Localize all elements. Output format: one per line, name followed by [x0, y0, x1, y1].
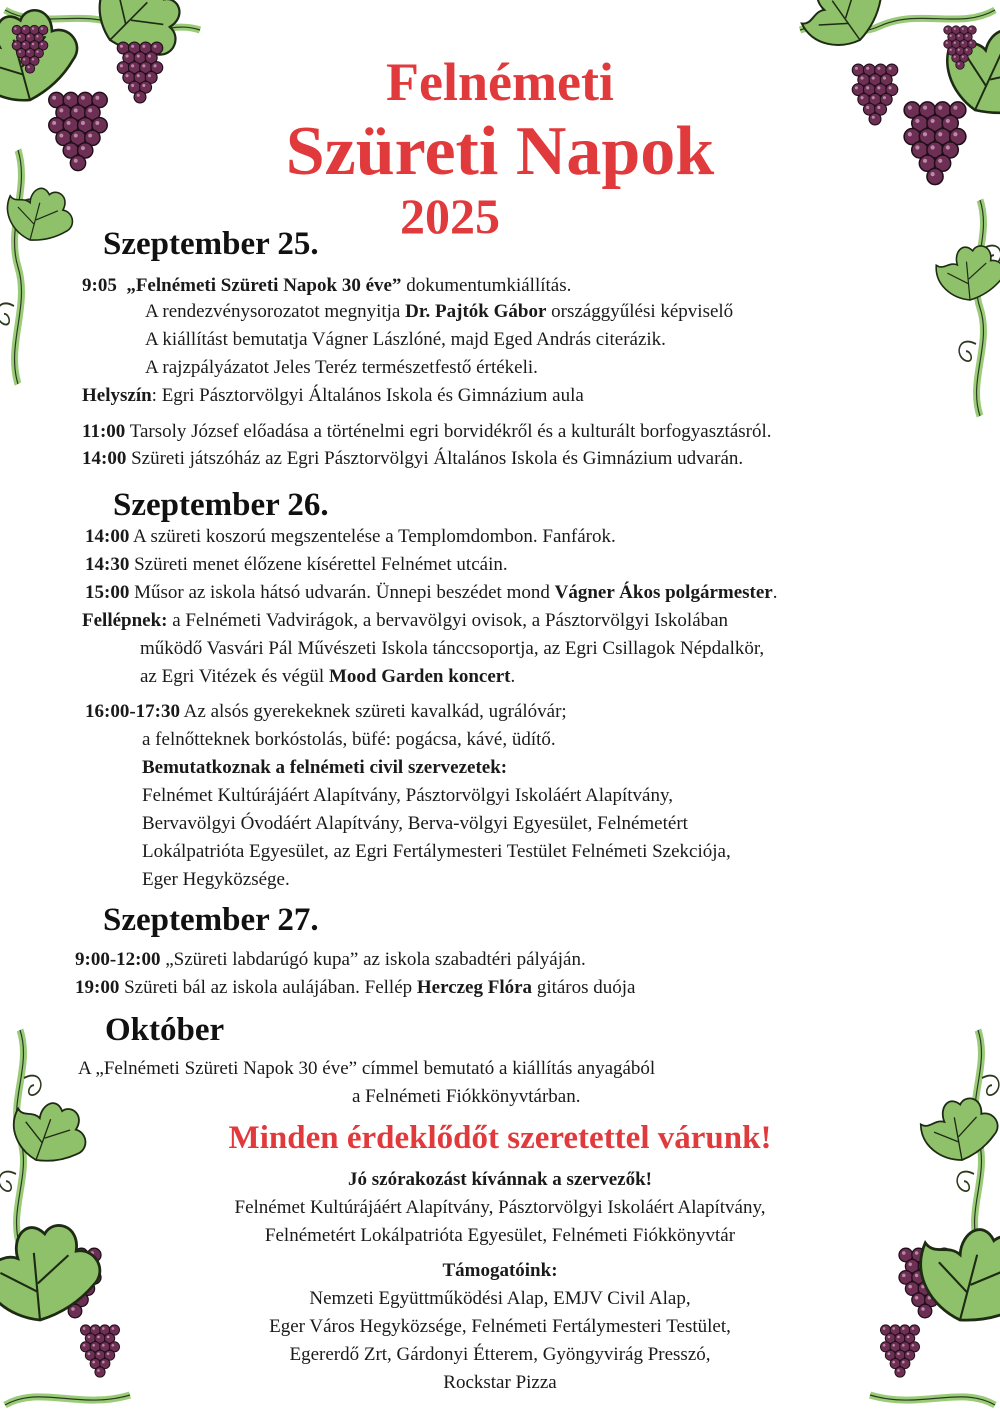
event-line: A kiállítást bemutatja Vágner Lászlóné, majd Eged András citerázik. — [145, 329, 666, 350]
sponsors-line: Nemzeti Együttműködési Alap, EMJV Civil Alap, — [309, 1288, 691, 1309]
performers-text: . — [510, 666, 516, 687]
month-heading-october: Október — [105, 1012, 225, 1048]
event-time: 9:05 — [82, 275, 117, 296]
event-line — [75, 976, 636, 1000]
event-line — [85, 553, 508, 577]
event-line: a felnőtteknek borkóstolás, büfé: pogácsa, kávé, üdítő. — [142, 729, 556, 750]
event-text: „Szüreti labdarúgó kupa” az iskola szabadtéri pályáján. — [160, 949, 586, 970]
organizers-heading: Jó szórakozást kívánnak a szervezők! — [348, 1169, 652, 1190]
event-line — [85, 700, 567, 724]
sponsors-line: Eger Város Hegyközsége, Felnémeti Fertálymesteri Testület, — [269, 1316, 731, 1337]
event-time: 14:30 — [85, 554, 130, 575]
day-heading-sep-26: Szeptember 26. — [113, 487, 329, 523]
speaker-name: Vágner Ákos polgármester — [554, 582, 773, 603]
civil-line: Lokálpatrióta Egyesület, az Egri Fertálymesteri Testület Felnémeti Szekciója, — [142, 841, 731, 862]
event-time: 16:00-17:30 — [85, 701, 180, 722]
title-year: 2025 — [400, 188, 500, 244]
performer-name: Herczeg Flóra — [416, 977, 533, 998]
civil-line: Bervavölgyi Óvodáért Alapítvány, Berva-völgyi Egyesület, Felnémetért — [142, 813, 688, 834]
event-text: Az alsós gyerekeknek szüreti kavalkád, ugrálóvár; — [179, 701, 567, 722]
event-time: 14:00 — [85, 526, 130, 547]
title-line-1: Felnémeti — [386, 52, 614, 112]
event-text: gitáros duója — [532, 977, 636, 998]
event-text: Szüreti bál az iskola aulájában. Fellép — [119, 977, 417, 998]
civil-heading-text: Bemutatkoznak a felnémeti civil szervezetek: — [142, 757, 508, 778]
event-text: Szüreti menet élőzene kísérettel Felnémet utcáin. — [129, 554, 508, 575]
sponsors-line: Egererdő Zrt, Gárdonyi Étterem, Gyöngyvirág Presszó, — [289, 1344, 711, 1365]
performers-text: a Felnémeti Vadvirágok, a bervavölgyi ovisok, a Pásztorvölgyi Iskolában — [167, 610, 729, 631]
event-text: Tarsoly József előadása a történelmi egri borvidékről és a kulturált borfogyasztásról. — [125, 421, 772, 442]
event-time: 14:00 — [82, 448, 127, 469]
performers-label: Fellépnek: — [82, 610, 168, 631]
performers-line — [82, 609, 728, 633]
day-heading-sep-27: Szeptember 27. — [103, 902, 319, 938]
venue-line — [82, 384, 584, 408]
event-text: A szüreti koszorú megszentelése a Templomdombon. Fanfárok. — [129, 526, 616, 547]
event-time: 9:00-12:00 — [75, 949, 161, 970]
title-line-2: Szüreti Napok — [285, 113, 715, 190]
event-text: országgyűlési képviselő — [546, 301, 734, 322]
organizers-line: Felnémet Kultúrájáért Alapítvány, Pásztorvölgyi Iskoláért Alapítvány, — [234, 1197, 766, 1218]
day-heading-sep-25: Szeptember 25. — [103, 226, 319, 262]
welcome-message: Minden érdeklődőt szeretettel várunk! — [228, 1120, 772, 1156]
civil-line: Felnémet Kultúrájáért Alapítvány, Pásztorvölgyi Iskoláért Alapítvány, — [142, 785, 673, 806]
organizers-line: Felnémetért Lokálpatrióta Egyesület, Felnémeti Fiókkönyvtár — [264, 1225, 736, 1246]
event-line — [82, 447, 743, 471]
event-text: Műsor az iskola hátsó udvarán. Ünnepi beszédet mond — [129, 582, 555, 603]
event-time: 11:00 — [82, 421, 126, 442]
concert-name: Mood Garden koncert — [328, 666, 511, 687]
performers-line: működő Vasvári Pál Művészeti Iskola tánccsoportja, az Egri Csillagok Népdalkör, — [140, 638, 765, 659]
venue-text: : Egri Pásztorvölgyi Általános Iskola és Gimnázium aula — [151, 385, 584, 406]
october-line: A „Felnémeti Szüreti Napok 30 éve” címmel bemutató a kiállítás anyagából — [78, 1058, 656, 1079]
sponsors-heading: Támogatóink: — [442, 1260, 558, 1281]
speaker-name: Dr. Pajtók Gábor — [405, 301, 547, 322]
event-text: dokumentumkiállítás. — [401, 275, 572, 296]
event-time: 19:00 — [75, 977, 120, 998]
civil-heading — [142, 756, 507, 780]
event-line — [75, 948, 586, 972]
event-line — [85, 525, 616, 549]
event-time: 15:00 — [85, 582, 130, 603]
event-line: A rajzpályázatot Jeles Teréz természetfestő értékeli. — [145, 357, 538, 378]
event-text: . — [772, 582, 778, 603]
civil-line: Eger Hegyközsége. — [142, 869, 290, 890]
venue-label: Helyszín — [82, 385, 152, 406]
performers-text: az Egri Vitézek és végül — [140, 666, 329, 687]
sponsors-line: Rockstar Pizza — [443, 1372, 557, 1393]
event-line — [82, 274, 571, 298]
event-title: „Felnémeti Szüreti Napok 30 éve” — [126, 275, 402, 296]
event-line — [145, 300, 733, 324]
event-line — [82, 420, 772, 444]
performers-line — [140, 665, 515, 689]
october-line: a Felnémeti Fiókkönyvtárban. — [352, 1086, 581, 1107]
event-text: A rendezvénysorozatot megnyitja — [145, 301, 406, 322]
event-line — [85, 581, 778, 605]
event-text: Szüreti játszóház az Egri Pásztorvölgyi Általános Iskola és Gimnázium udvarán. — [126, 448, 744, 469]
